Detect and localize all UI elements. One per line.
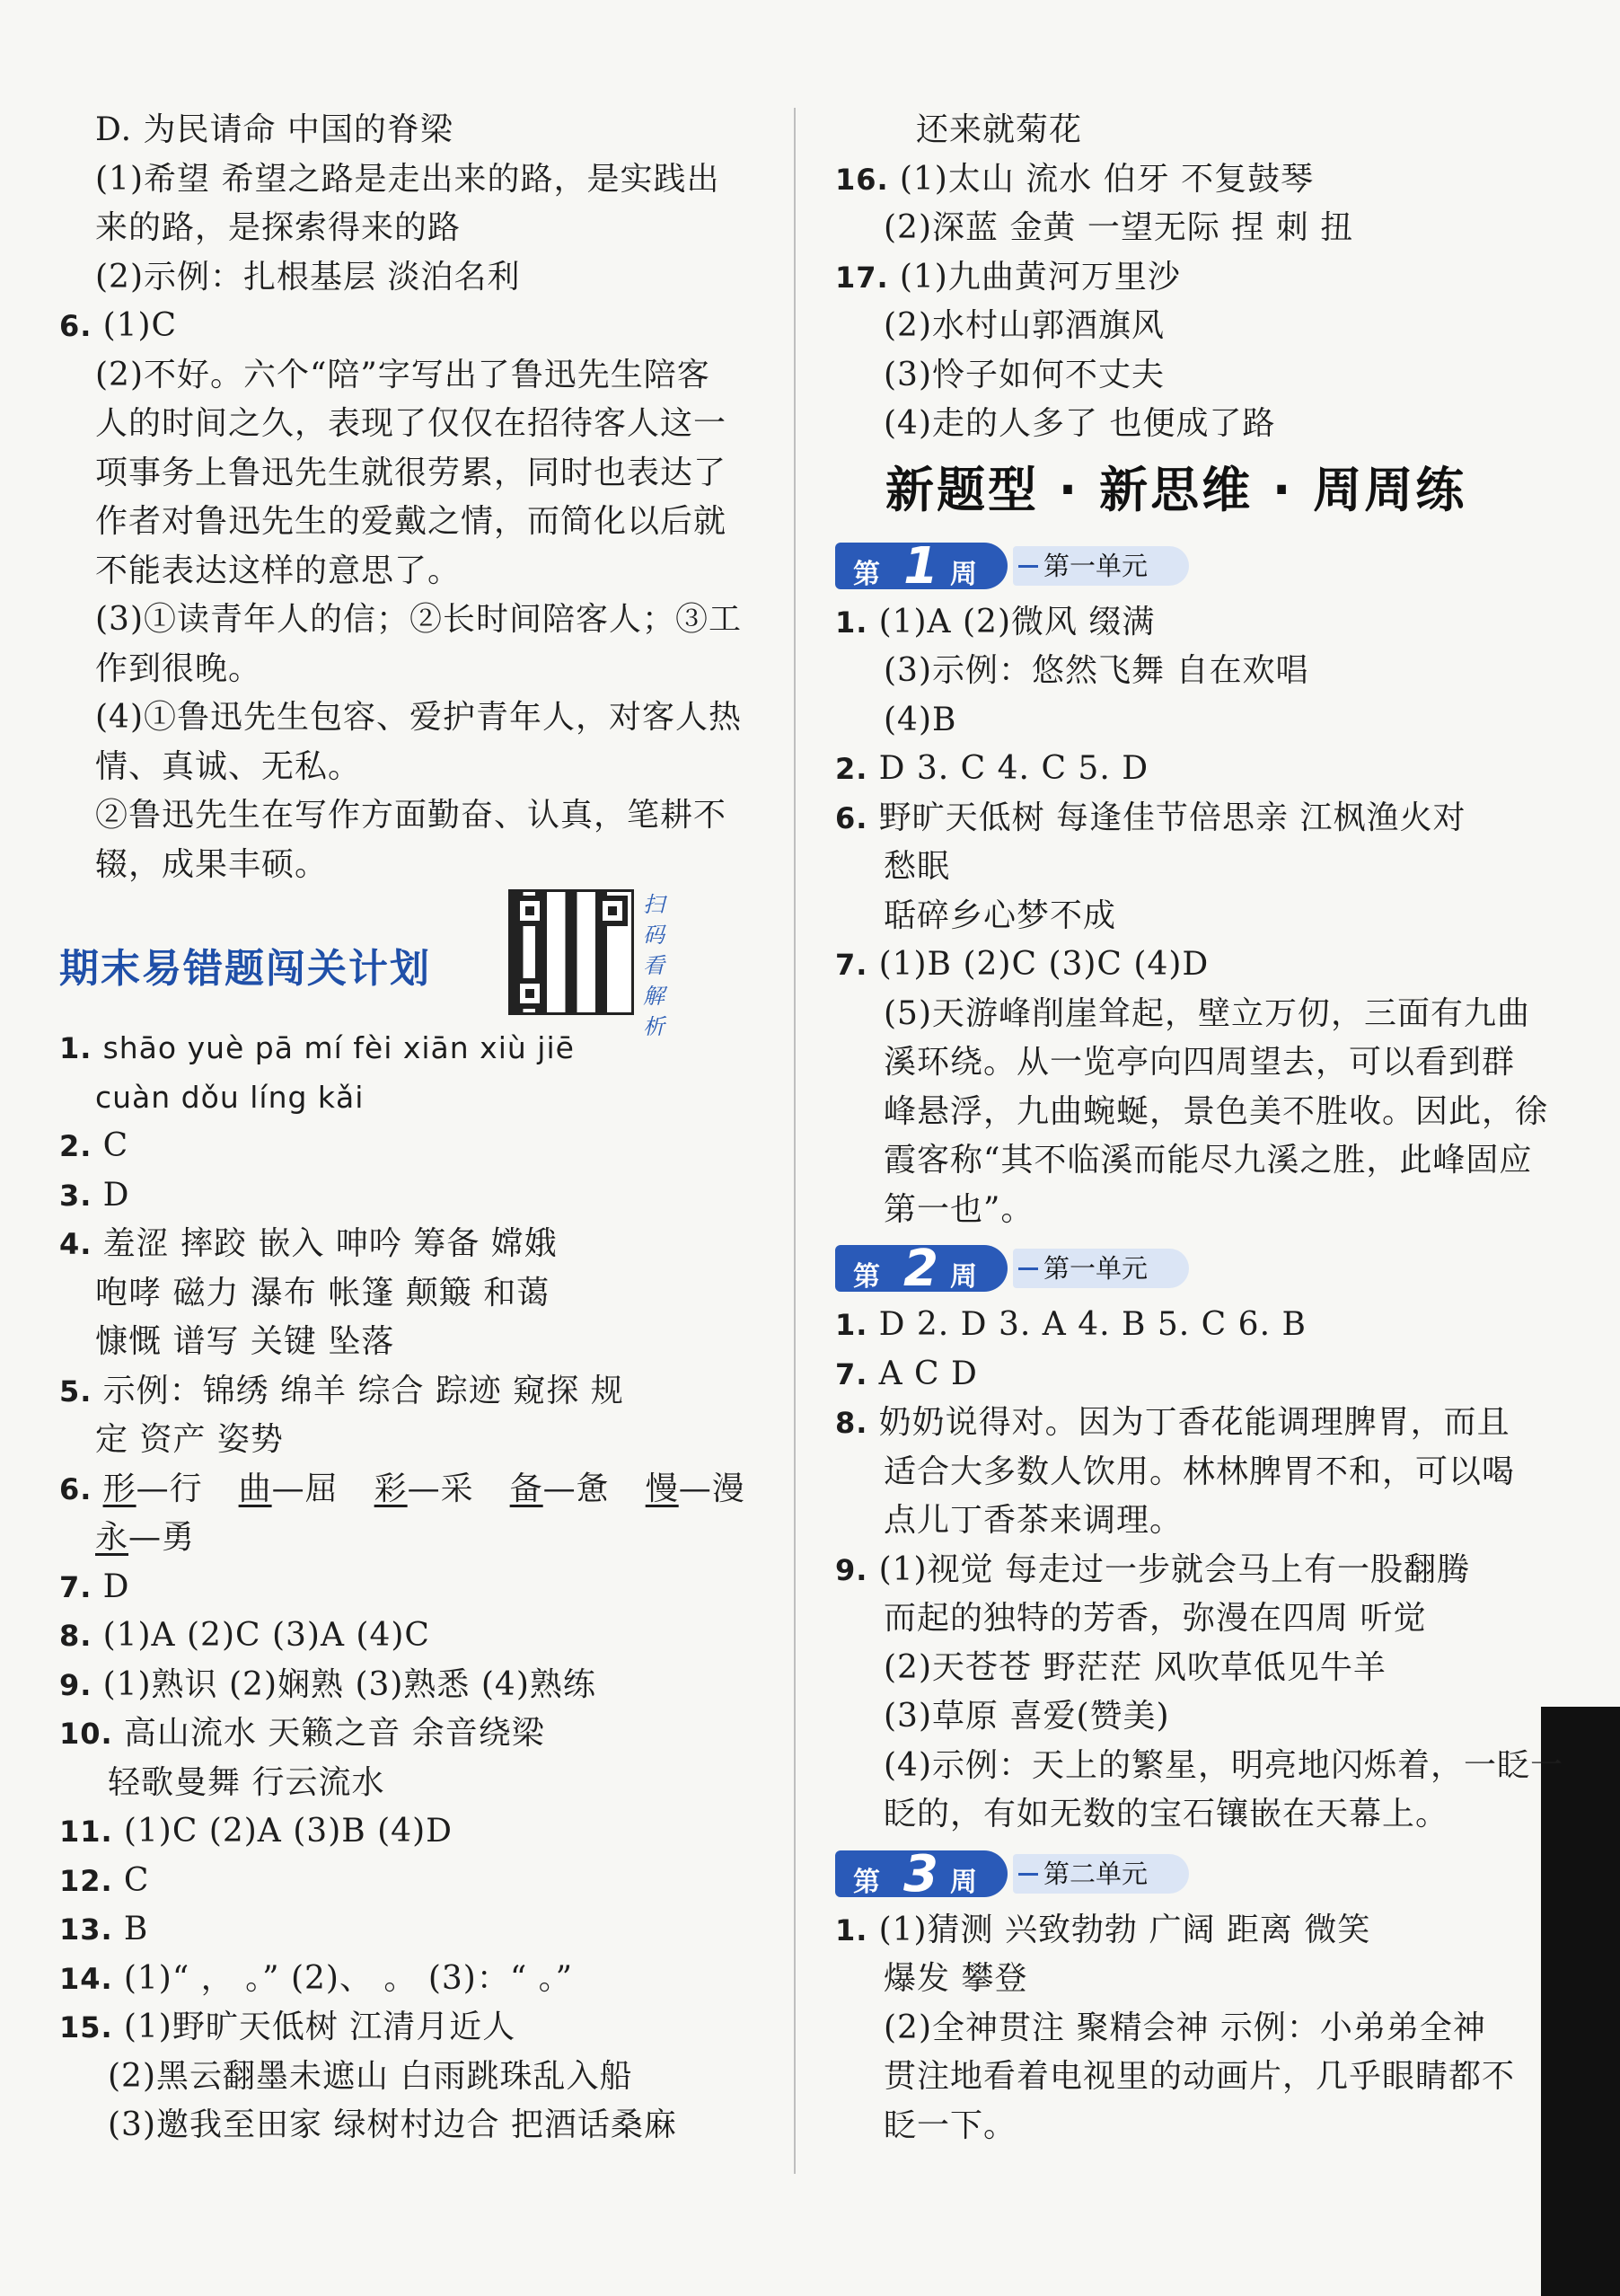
answer-line (835, 1088, 1549, 1137)
answer-line (59, 1416, 760, 1465)
answer-text: 咆哮 磁力 瀑布 帐篷 颠簸 和蔼 (95, 1274, 550, 1311)
question-number: 8. (835, 1406, 879, 1440)
answer-text: 作者对鲁迅先生的爱戴之情，而简化以后就 (95, 503, 727, 540)
answer-text: 点儿丁香茶来调理。 (884, 1502, 1184, 1539)
answer-text: 羞涩 摔跤 嵌入 呻吟 筹备 嫦娥 (102, 1225, 558, 1262)
question-number: 17. (835, 260, 900, 295)
q6-line-2 (59, 1514, 760, 1563)
weekly-sections (835, 536, 1563, 2151)
answer-line (835, 1742, 1563, 1791)
answer-text: (1)“ ， 。” (2)、 。 (3)：“ 。” (123, 1959, 574, 1997)
answer-text: (1)B (2)C (3)C (4)D (878, 946, 1210, 983)
answer-text: (1)A (2)C (3)A (4)C (102, 1617, 430, 1654)
right-top-answers (835, 106, 1545, 449)
answer-line (59, 743, 760, 792)
answer-line (59, 1563, 760, 1612)
answer-line (835, 598, 1545, 648)
answer-line (835, 1136, 1545, 1186)
answer-line (835, 2053, 1545, 2102)
answer-line (835, 253, 1545, 303)
answer-line (835, 940, 1545, 990)
char-correction-pair: 彩—采 (374, 1470, 474, 1507)
answer-text: 不能表达这样的意思了。 (95, 552, 462, 589)
answer-text: (1)A (2)微风 缀满 (878, 603, 1156, 640)
answer-line (835, 1399, 1545, 1448)
answer-text: 爆发 攀登 (884, 1960, 1028, 1997)
char-correction-pair: 永—勇 (95, 1519, 196, 1556)
q1-pinyin-line-2: cuàn dǒu líng kǎi (95, 1079, 365, 1115)
answer-text: 霞客称“其不临溪而能尽九溪之胜，此峰固应 (884, 1142, 1533, 1179)
question-number: 9. (835, 1552, 879, 1587)
answer-text: 项事务上鲁迅先生就很劳累，同时也表达了 (95, 454, 727, 491)
question-number: 6. (59, 309, 103, 343)
answer-line (59, 2101, 760, 2150)
answer-line (59, 204, 760, 253)
answer-text: (5)天游峰削崖耸起，壁立万仞，三面有九曲 (884, 994, 1530, 1032)
answer-text: (3)邀我至田家 绿树村边合 把酒话桑麻 (108, 2106, 677, 2143)
answer-line (835, 1644, 1545, 1693)
answer-text: D 2. D 3. A 4. B 5. C 6. B (878, 1306, 1307, 1343)
answer-line (59, 1122, 760, 1171)
week-number-badge: 第 2 周 (835, 1245, 1008, 1292)
answer-line (835, 843, 1545, 892)
answer-text: 眨一下。 (884, 2106, 1017, 2144)
answer-text: (2)全神贯注 聚精会神 示例：小弟弟全神 (884, 2009, 1486, 2046)
answer-text: (1)C (2)A (3)B (4)D (123, 1813, 453, 1850)
answer-text: (2)示例：扎根基层 淡泊名利 (95, 258, 521, 296)
answer-line (835, 155, 1545, 205)
question-number: 4. (59, 1227, 103, 1261)
answer-line (835, 2004, 1545, 2053)
answer-line (59, 1318, 760, 1367)
answer-text: (1)C (102, 307, 178, 344)
char-correction-pair: 曲—屈 (238, 1470, 339, 1507)
answer-text: (3)示例：悠然飞舞 自在欢唱 (884, 652, 1309, 689)
answer-line (835, 351, 1545, 401)
answer-line (59, 1661, 760, 1710)
answer-text: C (102, 1127, 129, 1164)
scan-label-char: 码 (643, 923, 665, 948)
char-correction-pair: 形—行 (102, 1470, 203, 1507)
answer-line (835, 1906, 1545, 1956)
answer-text: (4)B (884, 701, 957, 738)
answer-text: 奶奶说得对。因为丁香花能调理脾胃，而且 (878, 1404, 1510, 1441)
week-banner (835, 1240, 1545, 1297)
answer-line (59, 1905, 760, 1955)
answer-text: (2)黑云翻墨未遮山 白雨跳珠乱入船 (108, 2057, 633, 2095)
answer-line (835, 794, 1545, 843)
answer-line (835, 1038, 1545, 1088)
answer-text: 适合大多数人饮用。林林脾胃不和，可以喝 (884, 1453, 1516, 1490)
answer-line (59, 841, 760, 890)
question-number: 5. (59, 1373, 103, 1409)
scan-label-char: 解 (643, 984, 665, 1009)
left-answers (59, 1122, 760, 1465)
left-column (59, 106, 760, 2150)
question-number: 8. (59, 1619, 103, 1653)
answer-line (59, 1367, 760, 1417)
answer-text: (1)视觉 每走过一步就会马上有一股翻腾 (878, 1550, 1471, 1588)
left-top-answers (59, 106, 760, 889)
answer-line (835, 2102, 1545, 2151)
answer-line (835, 106, 1545, 155)
answer-text: (3)怜子如何不丈夫 (884, 356, 1165, 393)
question-number: 9. (59, 1667, 103, 1702)
answer-line (835, 1497, 1545, 1546)
answer-line (835, 400, 1545, 449)
answer-line (59, 302, 760, 351)
week-number-badge: 第 3 周 (835, 1850, 1008, 1897)
answer-text: 高山流水 天籁之音 余音绕梁 (123, 1715, 545, 1752)
answer-line (835, 696, 1545, 746)
answer-line (59, 1857, 760, 1906)
answer-line (59, 351, 760, 401)
scan-label (643, 889, 674, 1042)
answer-line (59, 449, 760, 499)
question-number: 1. (835, 1308, 879, 1342)
answer-line (59, 1759, 760, 1808)
answer-text: (1)野旷天低树 江清月近人 (123, 2009, 516, 2045)
answer-line (835, 1186, 1545, 1235)
answer-line (835, 1790, 1545, 1840)
answer-text: D 3. C 4. C 5. D (878, 750, 1149, 787)
answer-text: (1)猜测 兴致勃勃 广阔 距离 微笑 (878, 1911, 1371, 1948)
answer-text: A C D (878, 1355, 978, 1392)
answer-text: (1)希望 希望之路是走出来的路，是实践出 (95, 160, 720, 198)
answer-line (835, 1448, 1545, 1497)
section-title: 期末易错题闯关计划 (59, 946, 431, 992)
unit-label: 第一单元 (1013, 1249, 1189, 1288)
question-number: 12. (59, 1863, 124, 1898)
question-number: 2. (835, 752, 879, 786)
answer-line (59, 1709, 760, 1759)
scan-label-char: 看 (643, 953, 665, 978)
right-column (835, 106, 1563, 2150)
page-edge-shadow (1541, 1707, 1620, 2296)
answer-text: C (123, 1861, 150, 1899)
question-number: 11. (59, 1815, 124, 1849)
answer-text: 来的路，是探索得来的路 (95, 209, 462, 246)
answer-line (835, 1350, 1545, 1400)
answer-line (835, 204, 1545, 253)
answer-text: 第一也”。 (884, 1190, 1035, 1228)
answer-text: 还来就菊花 (916, 111, 1083, 148)
answer-text: (1)太山 流水 伯牙 不复鼓琴 (899, 160, 1315, 198)
answer-line (59, 596, 760, 645)
answer-line (835, 302, 1545, 351)
answer-text: 示例：锦绣 绵羊 综合 踪迹 窥探 规 (102, 1372, 624, 1409)
answer-line (59, 693, 760, 743)
answer-text: 野旷天低树 每逢佳节倍思亲 江枫渔火对 (878, 799, 1466, 836)
question-number: 7. (59, 1569, 103, 1604)
char-correction-pair: 备—惫 (509, 1470, 610, 1507)
answer-line (835, 892, 1545, 941)
qr-code[interactable] (508, 889, 634, 1015)
q1-pinyin-line-1: 1. shāo yuè pā mí fèi xiān xiù jiē (59, 1030, 575, 1065)
answer-line (59, 645, 760, 694)
answer-text: (2)深蓝 金黄 一望无际 捏 刺 扭 (884, 209, 1354, 246)
answer-text: 轻歌曼舞 行云流水 (108, 1763, 385, 1801)
answer-text: 作到很晚。 (95, 649, 262, 687)
week-banner (835, 537, 1545, 595)
section-header (59, 889, 760, 1039)
answer-text: 峰悬浮，九曲蜿蜒，景色美不胜收。因此，徐 (884, 1092, 1549, 1130)
answer-line (59, 1612, 760, 1661)
answer-line (59, 400, 760, 449)
answer-text: 辍，成果丰硕。 (95, 845, 329, 883)
week-number-badge: 第 1 周 (835, 543, 1008, 589)
answer-line (835, 1955, 1545, 2004)
answer-text: 溪环绕。从一览亭向四周望去，可以看到群 (884, 1044, 1516, 1081)
question-number: 1. (835, 1912, 879, 1947)
scan-label-char: 析 (643, 1014, 665, 1039)
question-number: 7. (835, 948, 879, 982)
answer-text: (2)水村山郭酒旗风 (884, 307, 1165, 344)
scan-label-char: 扫 (643, 892, 665, 917)
answer-line (59, 155, 760, 205)
answer-line (835, 1692, 1545, 1742)
answer-text: 定 资产 姿势 (95, 1421, 284, 1458)
char-correction-pair: 慢—漫 (645, 1470, 745, 1507)
answer-line (59, 1807, 760, 1857)
question-number: 1. (835, 605, 879, 640)
answer-text: (4)走的人多了 也便成了路 (884, 405, 1276, 442)
answer-text: 眨的，有如无数的宝石镶嵌在天幕上。 (884, 1796, 1449, 1832)
question-number: 14. (59, 1961, 124, 1996)
answer-text: 愁眠 (884, 848, 951, 885)
answer-text: D (102, 1176, 130, 1214)
question-number: 2. (59, 1129, 103, 1163)
answer-line (835, 1594, 1545, 1644)
unit-label: 第一单元 (1013, 546, 1189, 586)
answer-line (835, 990, 1545, 1039)
answer-line (59, 1269, 760, 1319)
question-number: 7. (835, 1356, 879, 1391)
answer-line (59, 1955, 760, 2004)
question-number: 16. (835, 162, 900, 197)
answer-text: (2)不好。六个“陪”字写出了鲁迅先生陪客 (95, 356, 710, 393)
answer-text: (2)天苍苍 野茫茫 风吹草低见牛羊 (884, 1648, 1387, 1686)
answer-text: D (102, 1567, 130, 1605)
question-number: 3. (59, 1178, 103, 1213)
answer-text: 贯注地看着电视里的动画片，几乎眼睛都不 (884, 2058, 1516, 2095)
answer-text: 人的时间之久，表现了仅仅在招待客人这一 (95, 405, 727, 442)
answer-line (835, 745, 1545, 794)
answer-line (59, 547, 760, 596)
answer-text: 聒碎乡心梦不成 (884, 896, 1117, 934)
answer-line (59, 1171, 760, 1221)
question-number: 15. (59, 2010, 124, 2044)
week-banner (835, 1845, 1545, 1903)
left-answers-2 (59, 1563, 760, 2150)
answer-text: (4)①鲁迅先生包容、爱护青年人，对客人热 (95, 699, 742, 736)
answer-line (59, 2003, 760, 2053)
answer-line (59, 253, 760, 303)
answer-line (835, 1546, 1545, 1595)
answer-line (835, 1301, 1545, 1350)
weekly-practice-title: 新题型 · 新思维 · 周周练 (885, 461, 1467, 518)
answer-text: B (123, 1911, 149, 1947)
answer-text: (3)①读青年人的信；②长时间陪客人；③工 (95, 601, 742, 638)
answer-text: 而起的独特的芳香，弥漫在四周 听觉 (884, 1600, 1427, 1637)
answer-text: ②鲁迅先生在写作方面勤奋、认真，笔耕不 (95, 797, 727, 834)
answer-text: (3)草原 喜爱(赞美) (884, 1698, 1170, 1735)
question-number: 6. (835, 800, 879, 835)
answer-line (59, 2053, 760, 2102)
q6-line: 6. 形—行 曲—屈 彩—采 备—惫 慢—漫 (59, 1470, 745, 1507)
unit-label: 第二单元 (1013, 1854, 1189, 1894)
answer-line (59, 791, 760, 841)
answer-line (59, 106, 760, 155)
answer-text: (1)熟识 (2)娴熟 (3)熟悉 (4)熟练 (102, 1665, 596, 1703)
answer-line (59, 1220, 760, 1269)
answer-text: 慷慨 谱写 关键 坠落 (95, 1323, 395, 1360)
answer-line (835, 647, 1545, 696)
answer-line (59, 498, 760, 547)
question-number: 13. (59, 1912, 124, 1947)
answer-text: 情、真诚、无私。 (95, 747, 362, 785)
answer-text: (1)九曲黄河万里沙 (899, 258, 1181, 296)
question-number: 10. (59, 1717, 124, 1751)
column-divider (794, 108, 796, 2174)
answer-text: (4)示例：天上的繁星，明亮地闪烁着，一眨一 (884, 1746, 1563, 1784)
answer-text: D. 为民请命 中国的脊梁 (95, 111, 453, 148)
